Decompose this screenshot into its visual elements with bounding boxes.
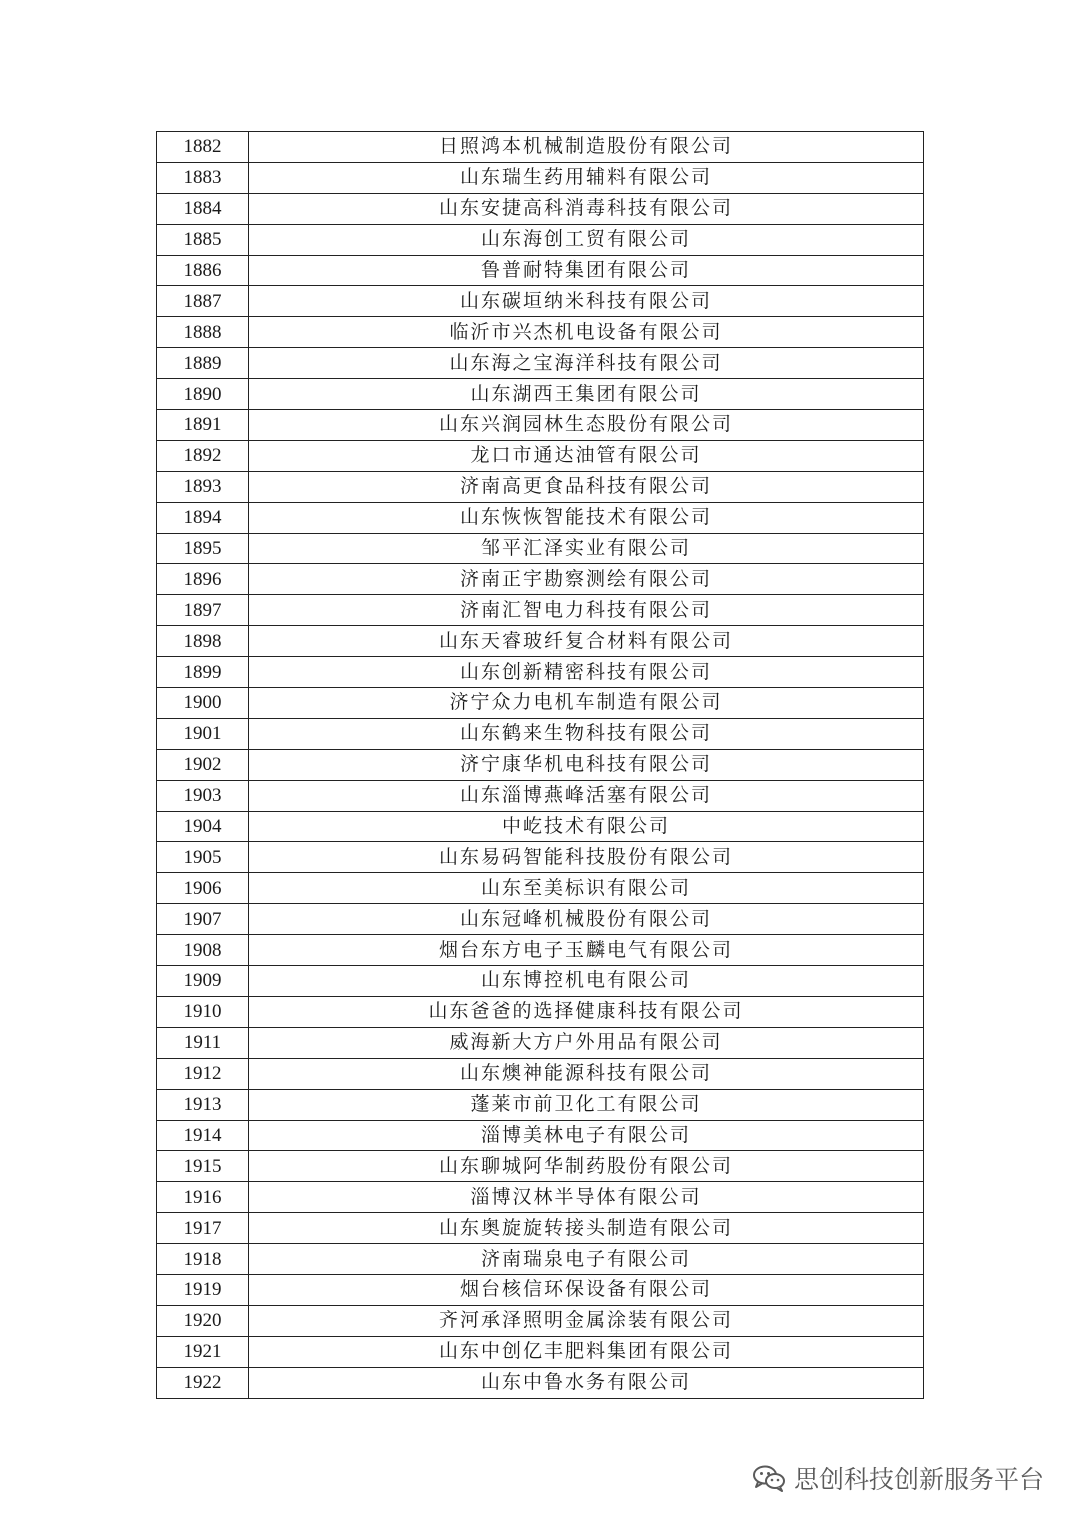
table-row [157, 379, 924, 410]
company-name: 龙口市通达油管有限公司 [249, 440, 924, 471]
company-name: 中屹技术有限公司 [249, 811, 924, 842]
company-name: 山东奥旋旋转接头制造有限公司 [249, 1213, 924, 1244]
table-row [157, 193, 924, 224]
table-row [157, 502, 924, 533]
watermark-text: 思创科技创新服务平台 [793, 1465, 1044, 1494]
row-number: 1905 [157, 842, 249, 873]
row-number: 1883 [157, 162, 249, 193]
row-number: 1886 [157, 255, 249, 286]
table-row [157, 224, 924, 255]
table-row [157, 255, 924, 286]
company-name: 山东燠神能源科技有限公司 [249, 1058, 924, 1089]
row-number: 1893 [157, 471, 249, 502]
company-name: 山东易码智能科技股份有限公司 [249, 842, 924, 873]
table-row [157, 780, 924, 811]
company-name: 山东碳垣纳米科技有限公司 [249, 286, 924, 317]
company-list-body [157, 132, 924, 1399]
company-name: 济南瑞泉电子有限公司 [249, 1244, 924, 1275]
table-row [157, 966, 924, 997]
table-row [157, 718, 924, 749]
table-row [157, 286, 924, 317]
row-number: 1900 [157, 688, 249, 719]
company-name: 山东海之宝海洋科技有限公司 [249, 348, 924, 379]
table-row [157, 1120, 924, 1151]
row-number: 1916 [157, 1182, 249, 1213]
company-name: 威海新大方户外用品有限公司 [249, 1027, 924, 1058]
table-row [157, 1182, 924, 1213]
company-name: 山东冠峰机械股份有限公司 [249, 904, 924, 935]
row-number: 1915 [157, 1151, 249, 1182]
row-number: 1895 [157, 533, 249, 564]
row-number: 1914 [157, 1120, 249, 1151]
company-name: 山东至美标识有限公司 [249, 873, 924, 904]
table-row [157, 595, 924, 626]
row-number: 1917 [157, 1213, 249, 1244]
table-row [157, 1058, 924, 1089]
table-row [157, 1244, 924, 1275]
row-number: 1919 [157, 1274, 249, 1305]
row-number: 1890 [157, 379, 249, 410]
watermark [752, 1460, 1044, 1496]
company-name: 山东爸爸的选择健康科技有限公司 [249, 996, 924, 1027]
company-name: 淄博美林电子有限公司 [249, 1120, 924, 1151]
company-name: 山东中创亿丰肥料集团有限公司 [249, 1336, 924, 1367]
company-name: 山东湖西王集团有限公司 [249, 379, 924, 410]
table-row [157, 842, 924, 873]
company-name: 山东瑞生药用辅料有限公司 [249, 162, 924, 193]
row-number: 1898 [157, 626, 249, 657]
company-name: 山东海创工贸有限公司 [249, 224, 924, 255]
table-row [157, 1367, 924, 1398]
table-row [157, 132, 924, 163]
table-row [157, 1336, 924, 1367]
company-name: 济南高更食品科技有限公司 [249, 471, 924, 502]
company-name: 山东博控机电有限公司 [249, 966, 924, 997]
company-name: 鲁普耐特集团有限公司 [249, 255, 924, 286]
row-number: 1908 [157, 935, 249, 966]
row-number: 1882 [157, 132, 249, 163]
company-name: 济南汇智电力科技有限公司 [249, 595, 924, 626]
table-row [157, 440, 924, 471]
row-number: 1921 [157, 1336, 249, 1367]
company-name: 山东安捷高科消毒科技有限公司 [249, 193, 924, 224]
table-row [157, 749, 924, 780]
table-row [157, 1305, 924, 1336]
row-number: 1909 [157, 966, 249, 997]
row-number: 1902 [157, 749, 249, 780]
company-name: 山东恢恢智能技术有限公司 [249, 502, 924, 533]
table-row [157, 317, 924, 348]
row-number: 1920 [157, 1305, 249, 1336]
row-number: 1892 [157, 440, 249, 471]
company-name: 济宁众力电机车制造有限公司 [249, 688, 924, 719]
row-number: 1922 [157, 1367, 249, 1398]
row-number: 1907 [157, 904, 249, 935]
row-number: 1912 [157, 1058, 249, 1089]
row-number: 1918 [157, 1244, 249, 1275]
wechat-icon [752, 1464, 786, 1492]
row-number: 1897 [157, 595, 249, 626]
table-row [157, 348, 924, 379]
table-row [157, 935, 924, 966]
row-number: 1888 [157, 317, 249, 348]
table-row [157, 626, 924, 657]
company-name: 山东中鲁水务有限公司 [249, 1367, 924, 1398]
row-number: 1910 [157, 996, 249, 1027]
company-name: 济南正宇勘察测绘有限公司 [249, 564, 924, 595]
company-name: 日照鸿本机械制造股份有限公司 [249, 132, 924, 163]
row-number: 1899 [157, 657, 249, 688]
table-row [157, 471, 924, 502]
row-number: 1906 [157, 873, 249, 904]
table-row [157, 811, 924, 842]
company-name: 临沂市兴杰机电设备有限公司 [249, 317, 924, 348]
table-row [157, 1151, 924, 1182]
table-row [157, 657, 924, 688]
company-name: 山东天睿玻纤复合材料有限公司 [249, 626, 924, 657]
table-row [157, 162, 924, 193]
row-number: 1901 [157, 718, 249, 749]
table-row [157, 1027, 924, 1058]
company-name: 邹平汇泽实业有限公司 [249, 533, 924, 564]
table-row [157, 688, 924, 719]
table-row [157, 1213, 924, 1244]
table-row [157, 904, 924, 935]
row-number: 1913 [157, 1089, 249, 1120]
table-row [157, 410, 924, 441]
company-list-table [156, 131, 924, 1399]
company-name: 淄博汉林半导体有限公司 [249, 1182, 924, 1213]
company-name: 烟台核信环保设备有限公司 [249, 1274, 924, 1305]
company-name: 山东创新精密科技有限公司 [249, 657, 924, 688]
row-number: 1884 [157, 193, 249, 224]
row-number: 1904 [157, 811, 249, 842]
company-name: 齐河承泽照明金属涂装有限公司 [249, 1305, 924, 1336]
row-number: 1885 [157, 224, 249, 255]
company-name: 山东淄博燕峰活塞有限公司 [249, 780, 924, 811]
company-name: 蓬莱市前卫化工有限公司 [249, 1089, 924, 1120]
row-number: 1903 [157, 780, 249, 811]
table-row [157, 1274, 924, 1305]
company-name: 山东聊城阿华制药股份有限公司 [249, 1151, 924, 1182]
table-row [157, 564, 924, 595]
row-number: 1889 [157, 348, 249, 379]
row-number: 1896 [157, 564, 249, 595]
row-number: 1887 [157, 286, 249, 317]
row-number: 1894 [157, 502, 249, 533]
company-name: 山东兴润园林生态股份有限公司 [249, 410, 924, 441]
company-name: 山东鹤来生物科技有限公司 [249, 718, 924, 749]
company-name: 烟台东方电子玉麟电气有限公司 [249, 935, 924, 966]
company-name: 济宁康华机电科技有限公司 [249, 749, 924, 780]
table-row [157, 873, 924, 904]
table-row [157, 996, 924, 1027]
row-number: 1891 [157, 410, 249, 441]
table-row [157, 533, 924, 564]
row-number: 1911 [157, 1027, 249, 1058]
table-row [157, 1089, 924, 1120]
